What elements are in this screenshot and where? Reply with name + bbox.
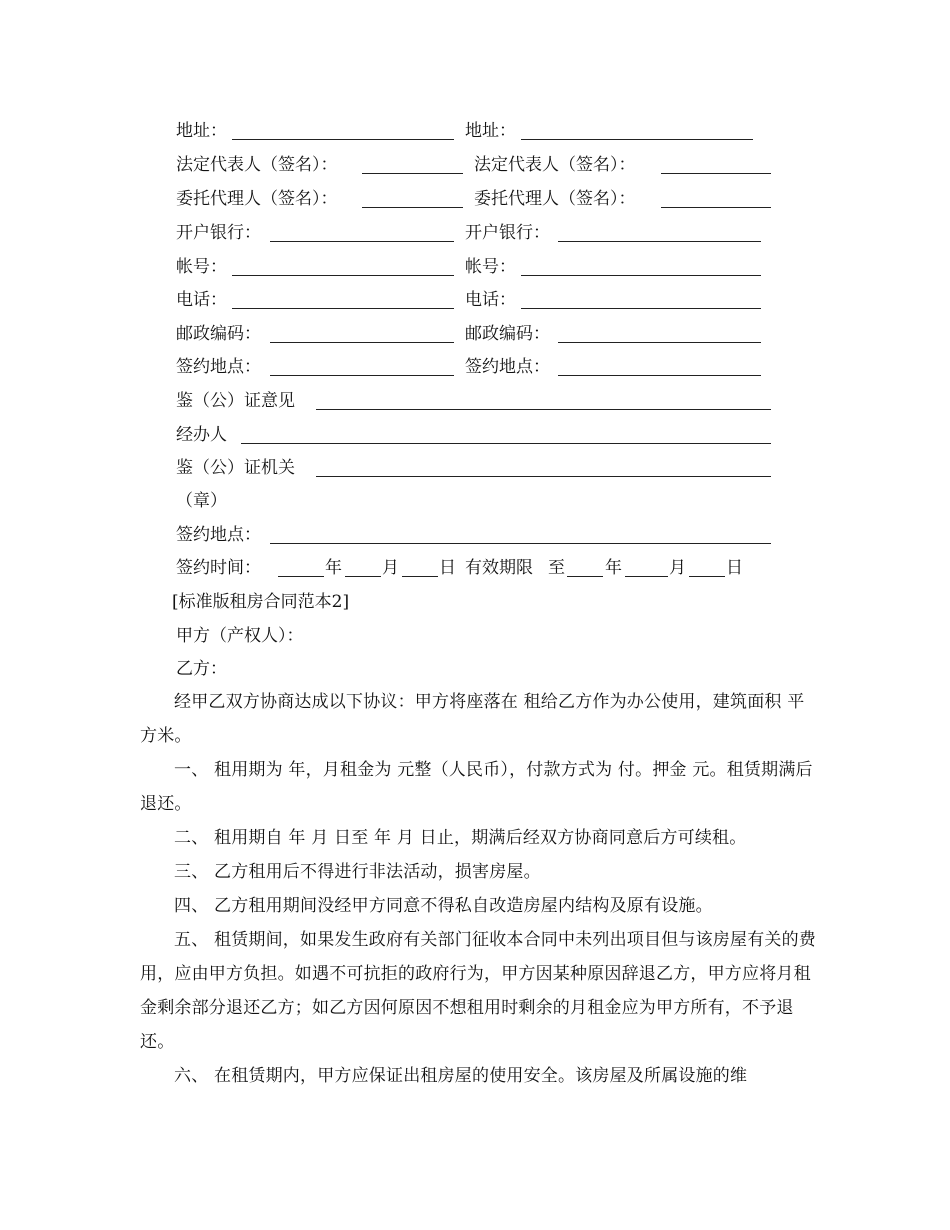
sign-month-label: 月: [382, 558, 399, 578]
clause-3: [140, 855, 816, 889]
valid-month-blank[interactable]: [625, 576, 668, 577]
agent-blank-b[interactable]: [661, 207, 771, 208]
account-blank-b[interactable]: [521, 275, 761, 276]
contract2-heading: [标准版租房合同范本2]: [172, 592, 350, 612]
account-blank-a[interactable]: [232, 275, 454, 276]
sign-place-blank-a[interactable]: [270, 375, 454, 376]
notary-opinion-blank[interactable]: [316, 409, 771, 410]
handler-label: 经办人: [176, 425, 227, 445]
account-label-a: 帐号：: [176, 257, 227, 277]
legal-rep-blank-a[interactable]: [362, 173, 463, 174]
agent-blank-a[interactable]: [362, 207, 463, 208]
sign-time-label: 签约时间：: [176, 558, 261, 578]
postcode-label-b: 邮政编码：: [465, 324, 550, 344]
sign-month-blank[interactable]: [345, 576, 381, 577]
bank-blank-a[interactable]: [270, 241, 454, 242]
clause-1: [140, 753, 816, 821]
phone-blank-a[interactable]: [232, 308, 454, 309]
postcode-label-a: 邮政编码：: [176, 324, 261, 344]
account-label-b: 帐号：: [465, 257, 516, 277]
agent-label-b: 委托代理人（签名）：: [474, 189, 636, 209]
agent-label-a: 委托代理人（签名）：: [176, 189, 338, 209]
notary-opinion-label: 鉴（公）证意见: [176, 391, 295, 411]
bank-label-a: 开户银行：: [176, 223, 261, 243]
address-blank-a[interactable]: [232, 139, 454, 140]
valid-year-blank[interactable]: [567, 576, 603, 577]
sign-place-blank-b[interactable]: [558, 375, 761, 376]
notary-sign-place-blank[interactable]: [270, 543, 771, 544]
address-blank-b[interactable]: [521, 139, 753, 140]
phone-label-a: 电话：: [176, 290, 227, 310]
clause-4-text: 四、 乙方租用期间没经甲方同意不得私自改造房屋内结构及原有设施。: [174, 896, 713, 916]
valid-month-label: 月: [669, 558, 686, 578]
sign-day-label: 日: [439, 558, 456, 578]
clause-2-text: 二、 租用期自 年 月 日至 年 月 日止，期满后经双方协商同意后方可续租。: [174, 828, 747, 848]
notary-office-blank[interactable]: [316, 476, 771, 477]
handler-blank[interactable]: [241, 443, 771, 444]
sign-year-label: 年: [325, 558, 342, 578]
bank-label-b: 开户银行：: [465, 223, 550, 243]
postcode-blank-a[interactable]: [270, 342, 454, 343]
intro-paragraph: [140, 685, 816, 753]
notary-office-label: 鉴（公）证机关: [176, 458, 295, 478]
clause-4: [140, 889, 816, 923]
validity-to-label: 至: [548, 558, 565, 578]
legal-rep-label-a: 法定代表人（签名）：: [176, 155, 338, 175]
sign-day-blank[interactable]: [402, 576, 438, 577]
clause-3-text: 三、 乙方租用后不得进行非法活动，损害房屋。: [174, 862, 541, 882]
bank-blank-b[interactable]: [558, 241, 761, 242]
clause-5-text: 五、 租赁期间，如果发生政府有关部门征收本合同中未列出项目但与该房屋有关的费用，应由甲方负担。如遇不可抗拒的政府行为，甲方因某种原因辞退乙方，甲方应将月租金剩余部分退还乙方；如乙方因何原因不想租用时剩余的月租金应为甲方所有，不予退还。: [140, 930, 817, 1052]
sign-year-blank[interactable]: [278, 576, 324, 577]
clause-5: [140, 923, 816, 1059]
sign-place-label-b: 签约地点：: [465, 357, 550, 377]
seal-label: （章）: [176, 491, 227, 511]
sign-place-label-a: 签约地点：: [176, 357, 261, 377]
address-label-a: 地址：: [176, 121, 227, 141]
party-a-line: 甲方（产权人）：: [176, 626, 304, 646]
clause-6-text: 六、 在租赁期内，甲方应保证出租房屋的使用安全。该房屋及所属设施的维: [174, 1066, 748, 1086]
phone-blank-b[interactable]: [521, 308, 761, 309]
legal-rep-blank-b[interactable]: [661, 173, 771, 174]
postcode-blank-b[interactable]: [558, 342, 761, 343]
validity-label: 有效期限: [465, 558, 533, 578]
clause-1-text: 一、 租用期为 年，月租金为 元整（人民币），付款方式为 付。押金 元。租赁期满后退还。: [140, 760, 813, 814]
party-b-line: 乙方：: [176, 659, 227, 679]
valid-day-label: 日: [726, 558, 743, 578]
notary-sign-place-label: 签约地点：: [176, 525, 261, 545]
legal-rep-label-b: 法定代表人（签名）：: [474, 155, 636, 175]
clause-6: [140, 1059, 816, 1093]
valid-year-label: 年: [605, 558, 622, 578]
clause-2: [140, 821, 816, 855]
address-label-b: 地址：: [465, 121, 516, 141]
intro-text: 经甲乙双方协商达成以下协议：甲方将座落在 租给乙方作为办公使用，建筑面积 平方米。: [140, 692, 805, 746]
phone-label-b: 电话：: [465, 290, 516, 310]
valid-day-blank[interactable]: [689, 576, 725, 577]
